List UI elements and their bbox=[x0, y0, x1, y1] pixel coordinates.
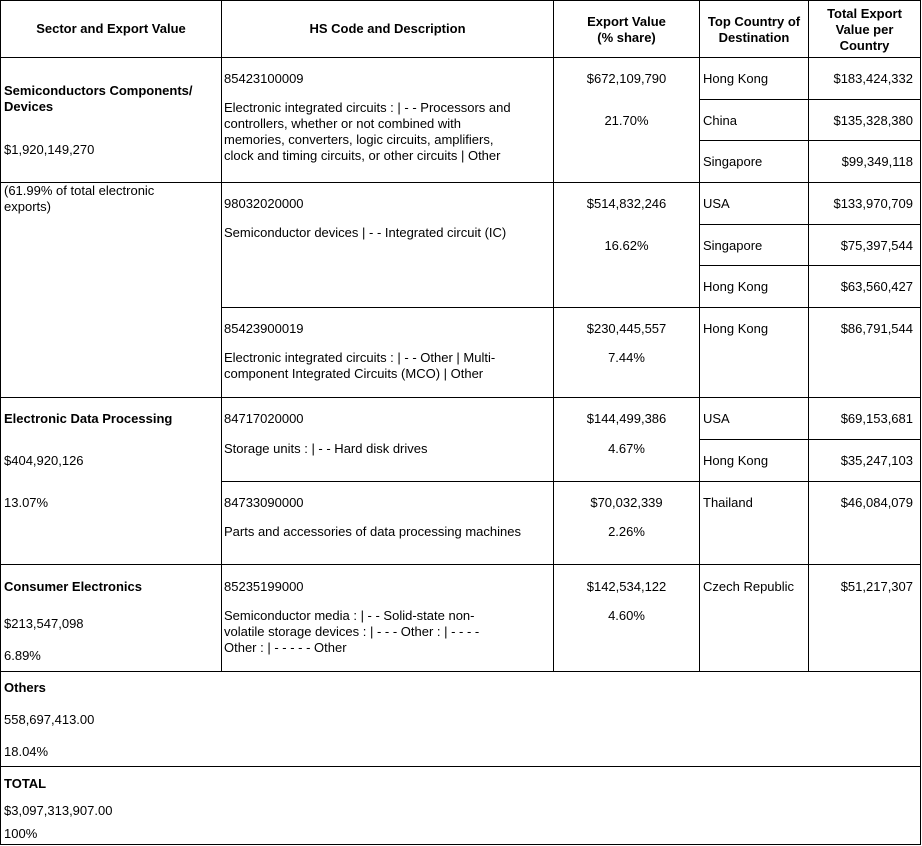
hs-code: 98032020000 bbox=[224, 196, 304, 211]
country-name: Singapore bbox=[703, 238, 763, 253]
country-name: Hong Kong bbox=[703, 279, 769, 294]
sector-name: Electronic Data Processing bbox=[4, 411, 173, 426]
export-share: 21.70% bbox=[604, 113, 649, 128]
sector-value: $1,920,149,270 bbox=[4, 142, 95, 157]
country-name: Czech Republic bbox=[703, 579, 795, 594]
country-value: $63,560,427 bbox=[840, 279, 913, 294]
sector-share: 13.07% bbox=[4, 495, 49, 510]
country-value: $51,217,307 bbox=[840, 579, 913, 594]
table-border-right bbox=[920, 0, 921, 845]
country-value: $86,791,544 bbox=[840, 321, 913, 336]
country-name: Hong Kong bbox=[703, 71, 769, 86]
hs-description: Electronic integrated circuits : | - - Processors and bbox=[224, 100, 511, 115]
row-divider bbox=[700, 224, 921, 225]
table-border-bottom bbox=[0, 844, 921, 845]
export-value: $514,832,246 bbox=[586, 196, 667, 211]
country-value: $35,247,103 bbox=[840, 453, 913, 468]
hs-code: 85423900019 bbox=[224, 321, 304, 336]
total-value: $3,097,313,907.00 bbox=[4, 803, 113, 818]
row-divider bbox=[700, 439, 921, 440]
country-value: $99,349,118 bbox=[841, 154, 913, 169]
sector-name: Devices bbox=[4, 99, 54, 114]
country-name: Thailand bbox=[703, 495, 753, 510]
country-name: China bbox=[703, 113, 737, 128]
hs-code: 85423100009 bbox=[224, 71, 304, 86]
hs-description: volatile storage devices : | - - - Other : | - - - - bbox=[224, 624, 480, 639]
country-name: Hong Kong bbox=[703, 321, 769, 336]
country-value: $75,397,544 bbox=[840, 238, 913, 253]
country-value: $69,153,681 bbox=[840, 411, 913, 426]
sector-value: $404,920,126 bbox=[4, 453, 84, 468]
row-divider bbox=[0, 564, 921, 565]
row-divider bbox=[0, 397, 921, 398]
others-share: 18.04% bbox=[4, 744, 49, 759]
export-value: $142,534,122 bbox=[586, 579, 667, 594]
total-share: 100% bbox=[4, 826, 38, 841]
header-total-export: Total Export bbox=[827, 6, 902, 21]
export-share: 2.26% bbox=[608, 524, 645, 539]
hs-description: component Integrated Circuits (MCO) | Other bbox=[224, 366, 484, 381]
others-value: 558,697,413.00 bbox=[4, 712, 95, 727]
row-divider bbox=[700, 99, 921, 100]
country-value: $135,328,380 bbox=[833, 113, 913, 128]
sector-value: $213,547,098 bbox=[4, 616, 84, 631]
hs-code: 84733090000 bbox=[224, 495, 304, 510]
hs-description: memories, converters, logic circuits, amplifiers, bbox=[224, 132, 494, 147]
row-divider bbox=[700, 265, 921, 266]
sector-name: Consumer Electronics bbox=[4, 579, 142, 594]
country-name: Singapore bbox=[703, 154, 763, 169]
hs-description: Semiconductor media : | - - Solid-state non- bbox=[224, 608, 475, 623]
table-border-top bbox=[0, 0, 921, 1]
export-value: $230,445,557 bbox=[586, 321, 667, 336]
export-share: 7.44% bbox=[608, 350, 645, 365]
export-value: $672,109,790 bbox=[586, 71, 667, 86]
country-value: $133,970,709 bbox=[833, 196, 913, 211]
country-name: USA bbox=[703, 196, 730, 211]
row-divider bbox=[221, 307, 921, 308]
export-share: 4.67% bbox=[608, 441, 645, 456]
hs-description: controllers, whether or not combined with bbox=[224, 116, 462, 131]
hs-description: Electronic integrated circuits : | - - Other | Multi- bbox=[224, 350, 496, 365]
header-top-country: Destination bbox=[718, 30, 790, 45]
country-name: Hong Kong bbox=[703, 453, 769, 468]
hs-code: 84717020000 bbox=[224, 411, 304, 426]
column-divider bbox=[699, 0, 700, 672]
others-label: Others bbox=[4, 680, 46, 695]
row-divider bbox=[700, 140, 921, 141]
sector-name: Semiconductors Components/ bbox=[4, 83, 193, 98]
header-divider bbox=[0, 57, 921, 58]
sector-share: 6.89% bbox=[4, 648, 41, 663]
row-divider bbox=[0, 766, 921, 767]
row-divider bbox=[221, 481, 921, 482]
hs-code: 85235199000 bbox=[224, 579, 304, 594]
total-label: TOTAL bbox=[4, 776, 47, 791]
column-divider bbox=[221, 0, 222, 672]
header-total-export: Country bbox=[839, 38, 890, 53]
header-top-country: Top Country of bbox=[707, 14, 801, 29]
country-name: USA bbox=[703, 411, 730, 426]
hs-description: Storage units : | - - Hard disk drives bbox=[224, 441, 428, 456]
header-hs-code: HS Code and Description bbox=[309, 21, 466, 36]
export-value: $70,032,339 bbox=[590, 495, 663, 510]
hs-description: clock and timing circuits, or other circuits | Other bbox=[224, 148, 501, 163]
sector-share: exports) bbox=[4, 199, 51, 214]
export-value: $144,499,386 bbox=[586, 411, 667, 426]
hs-description: Semiconductor devices | - - Integrated circuit (IC) bbox=[224, 225, 507, 240]
country-value: $46,084,079 bbox=[840, 495, 913, 510]
table-border-left bbox=[0, 0, 1, 845]
header-total-export: Value per bbox=[835, 22, 894, 37]
hs-description: Parts and accessories of data processing machines bbox=[224, 524, 521, 539]
row-divider bbox=[0, 671, 921, 672]
header-sector: Sector and Export Value bbox=[36, 21, 186, 36]
country-value: $183,424,332 bbox=[833, 71, 913, 86]
hs-description: Other : | - - - - - Other bbox=[224, 640, 347, 655]
export-share: 16.62% bbox=[604, 238, 649, 253]
sector-share: (61.99% of total electronic bbox=[4, 183, 155, 198]
header-export-value: Export Value bbox=[587, 14, 666, 29]
export-share: 4.60% bbox=[608, 608, 645, 623]
header-export-share: (% share) bbox=[597, 30, 656, 45]
